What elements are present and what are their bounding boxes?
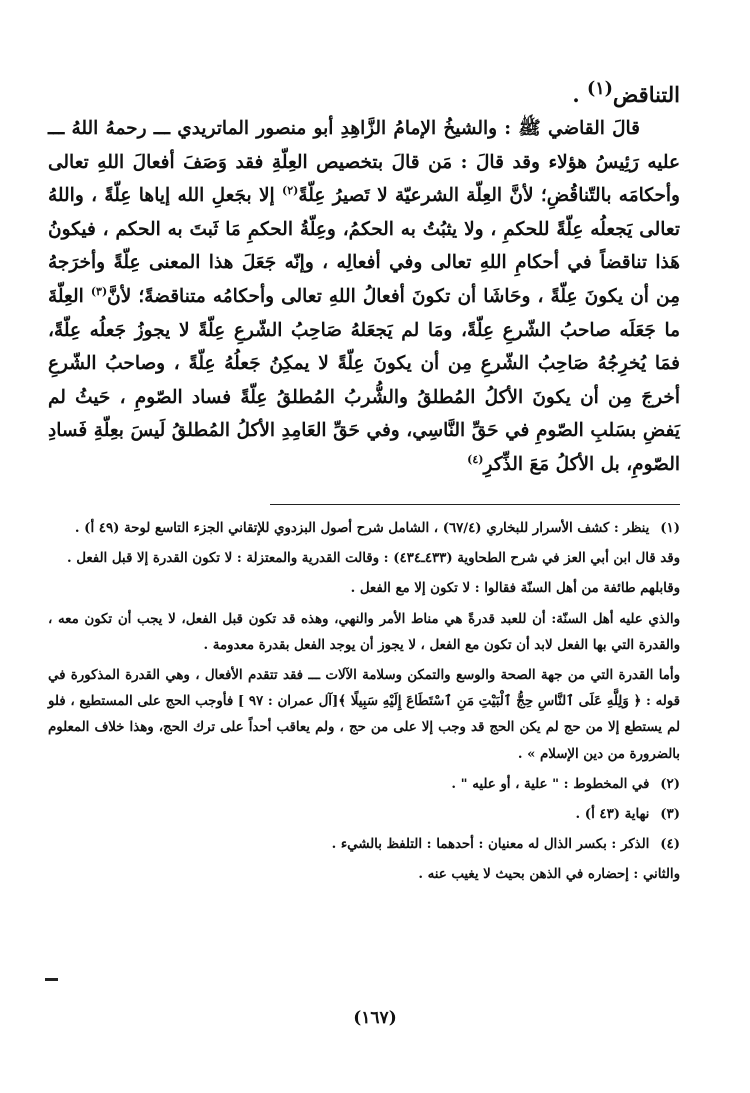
footnote-1 <box>48 516 680 542</box>
footnote-1-paragraph: وقابلهم طائفة من أهل السنّة فقالوا : لا تكون إلا مع الفعل . <box>350 581 680 597</box>
footnote-ref-1[interactable]: (١) <box>586 79 613 99</box>
footnote-number: (٣) <box>660 807 680 823</box>
body-segment-3: العِلّةَ ما جَعَلَه صاحبُ الشّرعِ عِلّةً، ومَا لم يَجعَلهُ صَاحِبُ الشّرعِ عِلّةً لا يجوزُ جَعلُه عِلّةً، فمَا يُخرِجُهُ صَاحِبُ الشّرعِ مِن أن يكونَ عِلّةً لا يمكِنُ جَعلُهُ عِلّةً ، وصاحبُ الشّرعِ أخرجَ مِن أن يكونَ الأكلُ المُطلقُ والشُّربُ المُطلقُ عِلّةً فساد الصّومِ ، حَيثُ لم يَفضِ بسَلبِ الصّومِ في حَقِّ النَّاسِي، وفي حَقِّ العَامِدِ الأكلُ المُطلقُ لَيسَ بعِلّةِ فَسادِ الصّومِ، بل الأكلُ مَعَ الذِّكرِ <box>48 285 680 475</box>
footnotes-section <box>48 516 680 893</box>
footnote-4-paragraph: والثاني : إحضاره في الذهن بحيث لا يغيب عنه . <box>418 867 680 883</box>
footnote-text: نهاية (٤٣ أ) . <box>575 807 650 823</box>
footnote-text: [آل عمران : ٩٧ ] فأوجب الحج على المستطيع ، فلو لم يستطع إلا من حج لم يكن الحج قد وجب إلا على من حج ، ولم يعاقب أحداً على ترك الحج، وهذا خلاف المعلوم بالضرورة من دين الإسلام » . <box>48 694 680 762</box>
footnote-divider <box>270 504 680 505</box>
footnote-text: وأما القدرة التي من جهة الصحة والوسع والتمكن وسلامة الآلات ـــ فقد تتقدم الأفعال ، وهي القدرة المذكورة في قوله : <box>48 668 680 710</box>
footnote-1-paragraph: والذي عليه أهل السنّة: أن للعبد قدرةً هي مناط الأمر والنهي، وهذه قد تكون قبل الفعل، لا يجب أن تكون معه ، والقدرة التي بها الفعل لابد أن تكون مع الفعل ، لا يجوز أن يوجد الفعل بقدرة معدومة . <box>48 611 680 653</box>
heading-line <box>380 74 680 110</box>
footnote-1-paragraph <box>48 663 680 768</box>
heading-end: . <box>572 82 587 107</box>
footnote-text: ينظر : كشف الأسرار للبخاري (٦٧/٤) ، الشامل شرح أصول البزدوي للإتقاني الجزء التاسع لوحة (٤٩ أ) . <box>74 521 650 536</box>
footnote-number: (١) <box>660 521 680 536</box>
heading-word: التناقض <box>612 82 680 107</box>
body-segment-1: قالَ القاضي ﷺ : والشيخُ الإمامُ الزَّاهِدِ أبو منصور الماتريدي ـــ رحمهُ اللهُ ـــ عليه رَئِيسُ هؤلاء وقد قالَ : مَن قالَ بتخصيص العِلّةِ فقد وَصَفَ أفعالَ اللهِ تعالى وأحكامَه بالتّناقُضِ؛ لأنَّ العِلّة الشرعيّة لا تَصيرُ عِلّةً <box>48 118 680 207</box>
footnote-1-paragraph: وقد قال ابن أبي العز في شرح الطحاوية (٤٣٣ـ٤٣٤) : وقالت القدرية والمعتزلة : لا تكون القدرة إلا قبل الفعل . <box>67 551 680 567</box>
footnote-text: الذكر : بكسر الذال له معنيان : أحدهما : التلفظ بالشيء . <box>331 837 650 853</box>
margin-dash <box>45 978 58 981</box>
main-body-text <box>48 112 680 482</box>
footnote-4 <box>48 832 680 858</box>
body-paragraph <box>48 112 680 482</box>
footnote-text: في المخطوط : " علية ، أو عليه " . <box>451 776 650 792</box>
footnote-2 <box>48 772 680 798</box>
quran-verse: ﴿ وَلِلَّهِ عَلَى ٱلنَّاسِ حِجُّ ٱلْبَيْتِ مَنِ ٱسْتَطَاعَ إِلَيْهِ سَبِيلًا ﴾ <box>338 694 642 710</box>
footnote-3 <box>48 802 680 828</box>
footnote-ref-3[interactable]: (٣) <box>90 284 108 298</box>
footnote-number: (٢) <box>660 776 680 792</box>
footnote-ref-4[interactable]: (٤) <box>467 452 484 466</box>
body-segment-2: إلا بجَعلِ الله إياها عِلّةً ، واللهُ تعالى يَجعلُه عِلّةً للحكمِ ، ولا يثبُتُ به الحكمُ، وعِلّةُ الحكمِ مَا ثَبتَ به الحكم ، فيكونُ هَذا تناقضاً في أحكامِ اللهِ تعالى وفي أفعالِه ، وإنّه جَعَلَ هذا المعنى عِلّةً وأخرَجهُ مِن أن يكونَ عِلّةً ، وحَاشَا أن تكونَ أفعالُ اللهِ تعالى وأحكامُه متناقضةً؛ لأنَّ <box>48 185 680 307</box>
page-number: (١٦٧) <box>353 1008 397 1028</box>
footnote-ref-2[interactable]: (٢) <box>281 184 299 198</box>
footnote-number: (٤) <box>660 837 680 853</box>
